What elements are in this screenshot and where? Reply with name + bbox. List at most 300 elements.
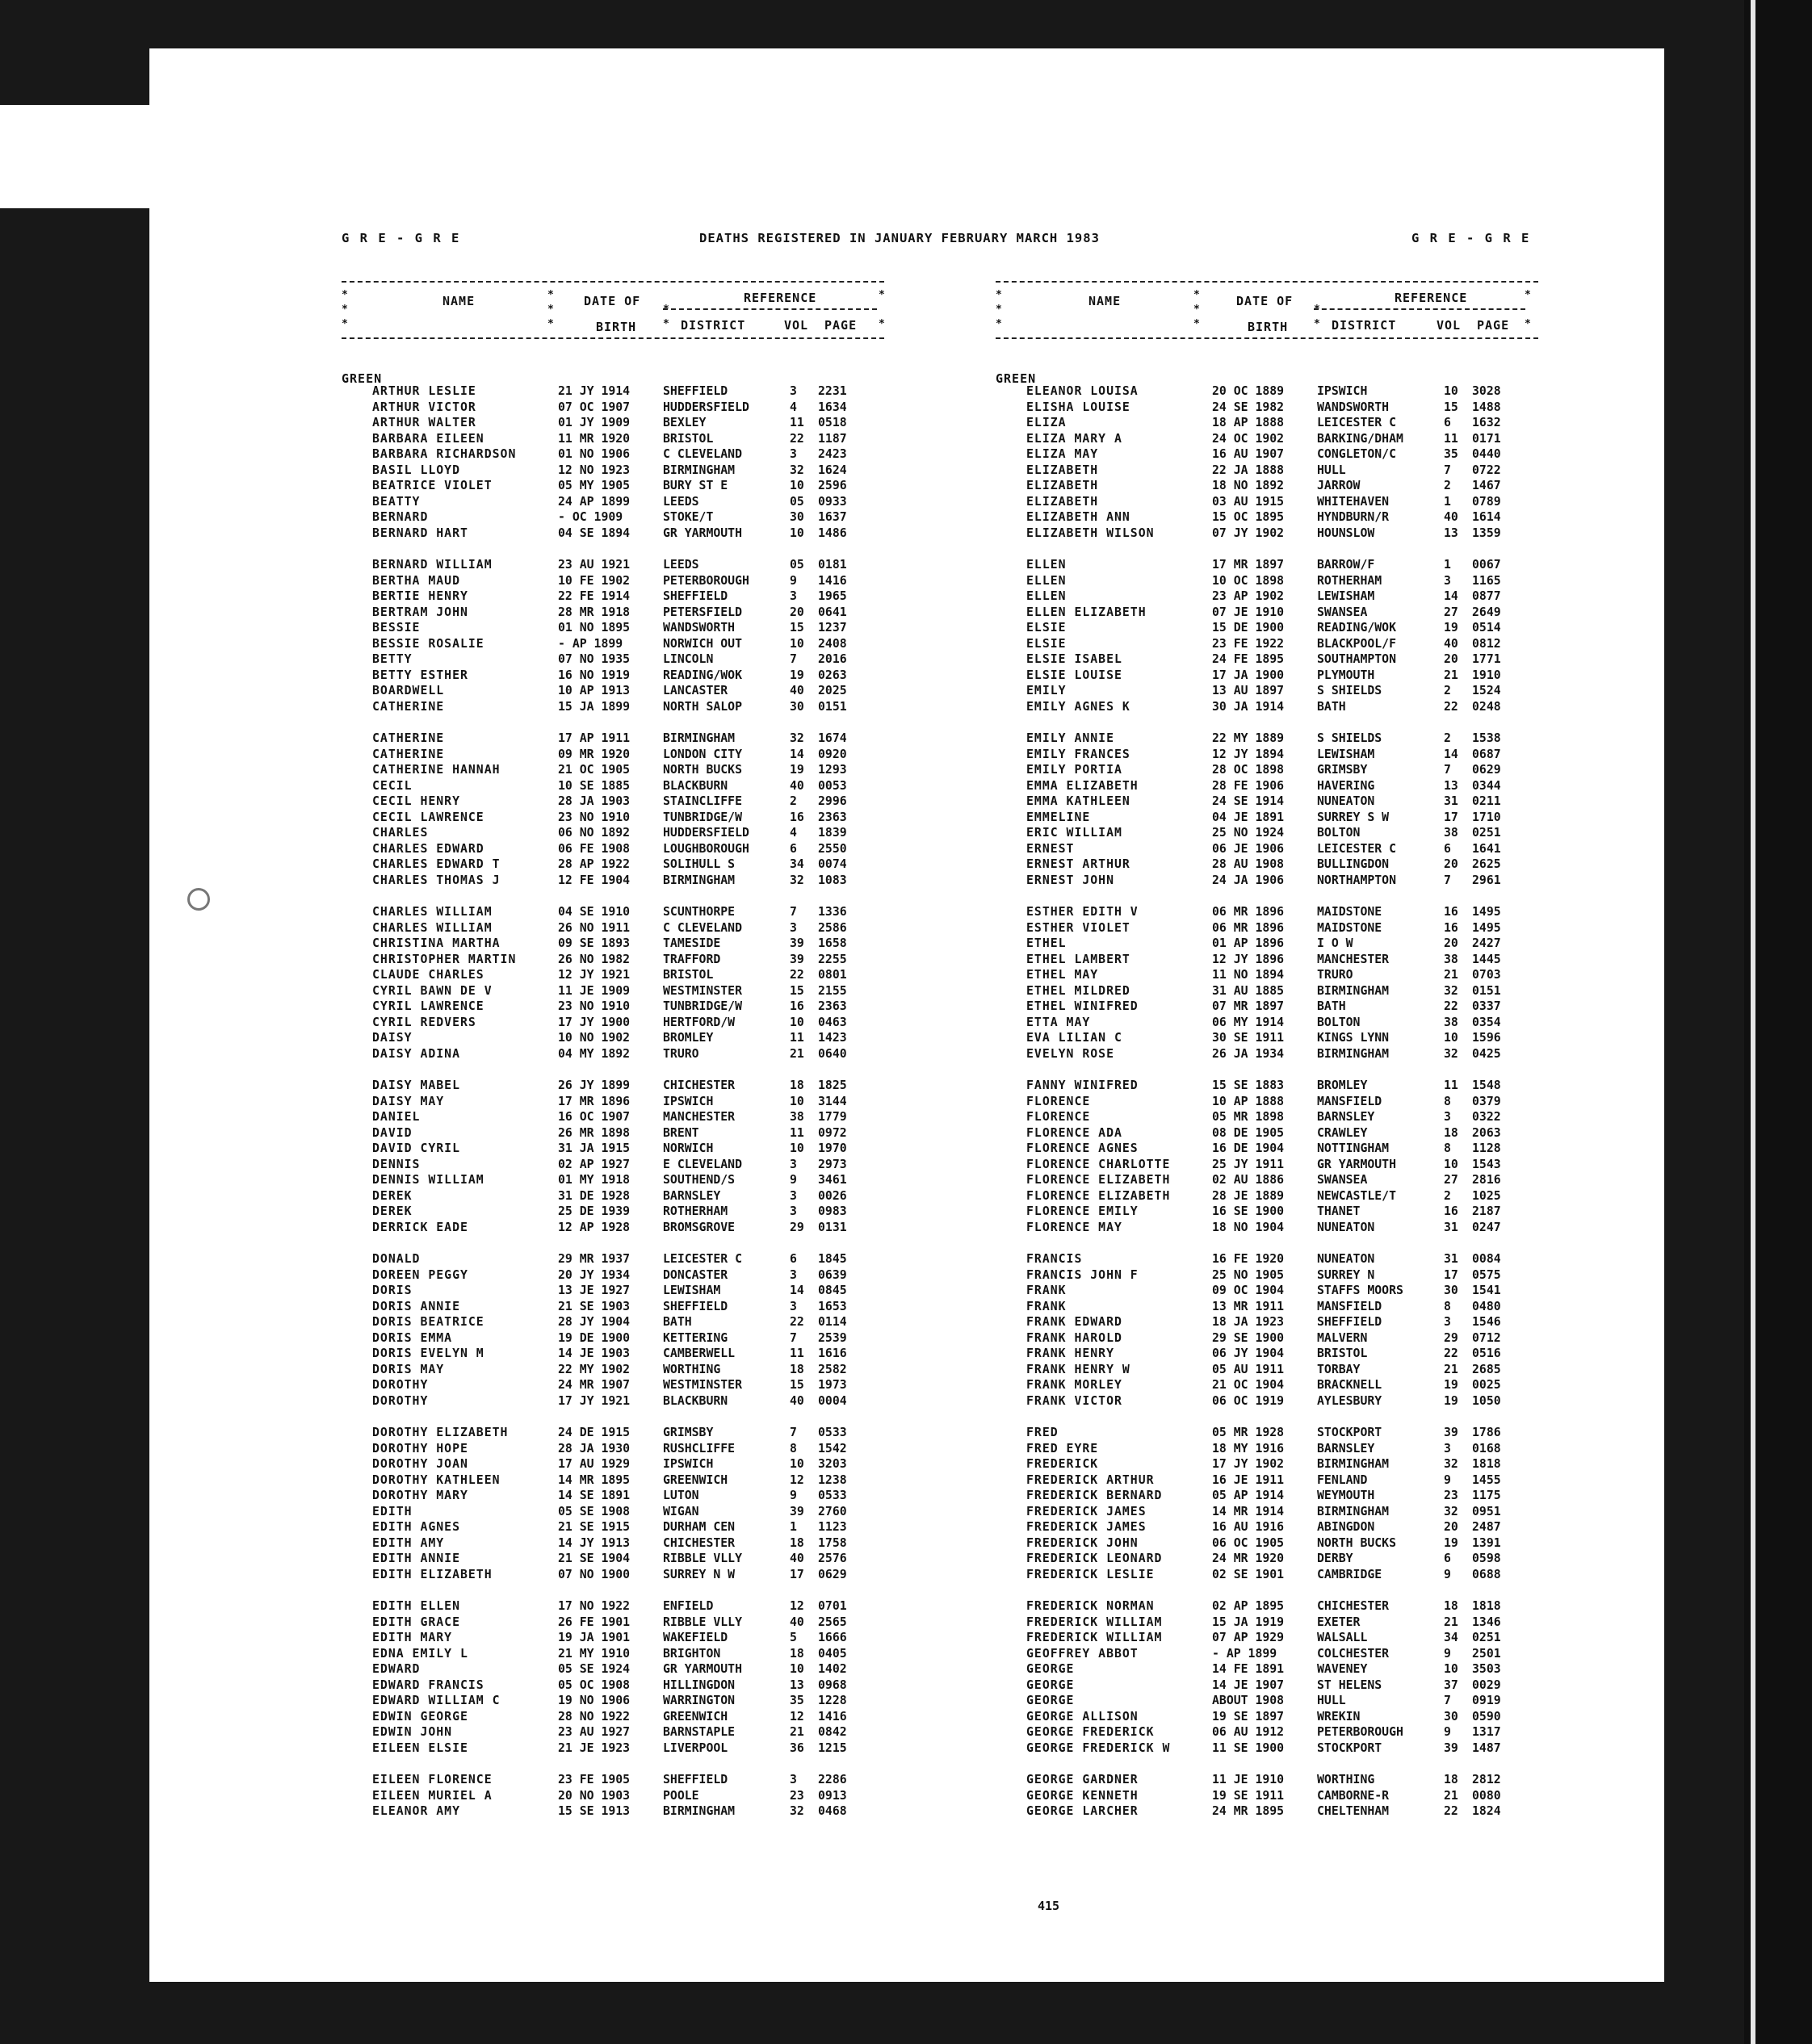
entry-volume: 15 xyxy=(790,983,804,998)
entry-volume: 35 xyxy=(1444,447,1458,462)
entry-volume: 3 xyxy=(790,1204,797,1219)
entry-birth-date: 20 JY 1934 xyxy=(558,1267,631,1282)
entry-page: 2155 xyxy=(818,983,847,998)
entry-district: ST HELENS xyxy=(1317,1678,1382,1692)
entry-name: ELLEN xyxy=(1026,558,1067,572)
entry-volume: 10 xyxy=(1444,1157,1458,1171)
entry-row xyxy=(996,1079,1538,1095)
entry-district: DONCASTER xyxy=(663,1267,728,1282)
punch-hole xyxy=(187,888,210,911)
entry-birth-date: 02 AP 1927 xyxy=(558,1157,631,1171)
entry-page: 1674 xyxy=(818,731,847,746)
entry-name: EMMELINE xyxy=(1026,810,1091,824)
surname-heading: GREEN xyxy=(342,371,383,386)
entry-birth-date: 19 JA 1901 xyxy=(558,1631,631,1645)
entry-name: EDWARD WILLIAM C xyxy=(372,1694,501,1708)
entry-page: 0812 xyxy=(1472,636,1501,651)
entry-row xyxy=(342,1710,884,1726)
entry-birth-date: 10 AP 1913 xyxy=(558,684,631,698)
entry-volume: 32 xyxy=(1444,1457,1458,1472)
entry-district: BARNSLEY xyxy=(1317,1441,1375,1456)
entry-district: LOUGHBOROUGH xyxy=(663,841,749,856)
entry-birth-date: 04 SE 1910 xyxy=(558,905,631,919)
entry-district: ROTHERHAM xyxy=(1317,573,1382,588)
surname-heading: GREEN xyxy=(996,371,1037,386)
entry-volume: 35 xyxy=(790,1694,804,1708)
border-star: * xyxy=(1193,318,1201,330)
entry-page: 3144 xyxy=(818,1094,847,1108)
entry-district: TAMESIDE xyxy=(663,936,721,951)
entry-volume: 18 xyxy=(790,1646,804,1661)
entry-name: FRANK HENRY xyxy=(1026,1347,1114,1361)
entry-page: 0687 xyxy=(1472,747,1501,761)
entry-name: FRED EYRE xyxy=(1026,1441,1099,1456)
entry-birth-date: 12 NO 1923 xyxy=(558,463,631,477)
entry-page: 2286 xyxy=(818,1773,847,1787)
entry-birth-date: 05 AU 1911 xyxy=(1212,1362,1285,1376)
entry-volume: 27 xyxy=(1444,1173,1458,1187)
entry-row xyxy=(342,953,884,969)
entry-volume: 7 xyxy=(790,652,797,667)
entry-birth-date: 15 SE 1913 xyxy=(558,1804,631,1819)
entry-page: 2016 xyxy=(818,652,847,667)
entry-district: TRAFFORD xyxy=(663,952,721,966)
entry-volume: 3 xyxy=(790,447,797,462)
entry-name: ELSIE ISABEL xyxy=(1026,652,1122,667)
entry-district: WHITEHAVEN xyxy=(1317,494,1390,509)
entry-row xyxy=(342,1473,884,1489)
entry-page: 1548 xyxy=(1472,1079,1501,1093)
entry-birth-date: 15 SE 1883 xyxy=(1212,1079,1285,1093)
entry-page: 1818 xyxy=(1472,1457,1501,1472)
entry-volume: 11 xyxy=(790,1125,804,1140)
entry-birth-date: 03 AU 1915 xyxy=(1212,494,1285,509)
entry-row xyxy=(342,1631,884,1647)
entry-name: BASIL LLOYD xyxy=(372,463,460,477)
entry-page: 0789 xyxy=(1472,494,1501,509)
entry-volume: 39 xyxy=(790,952,804,966)
entry-name: GEOFFREY ABBOT xyxy=(1026,1646,1139,1661)
entry-birth-date: 07 JY 1902 xyxy=(1212,526,1285,540)
entry-row xyxy=(342,1773,884,1789)
entry-name: BESSIE ROSALIE xyxy=(372,636,484,651)
entry-volume: 38 xyxy=(1444,1015,1458,1029)
entry-volume: 3 xyxy=(1444,1315,1451,1330)
entry-district: S SHIELDS xyxy=(1317,731,1382,746)
entry-birth-date: 06 MR 1896 xyxy=(1212,905,1285,919)
entry-row xyxy=(996,905,1538,921)
entry-name: DORIS BEATRICE xyxy=(372,1315,484,1330)
entry-page: 2961 xyxy=(1472,873,1501,887)
entry-district: SOUTHEND/S xyxy=(663,1173,736,1187)
entry-name: FREDERICK NORMAN xyxy=(1026,1599,1155,1614)
entry-volume: 32 xyxy=(1444,983,1458,998)
entry-page: 2025 xyxy=(818,684,847,698)
entry-birth-date: 05 MR 1898 xyxy=(1212,1110,1285,1125)
entry-row xyxy=(342,731,884,748)
entry-volume: 21 xyxy=(1444,1788,1458,1803)
entry-volume: 3 xyxy=(790,1299,797,1313)
entry-name: CHARLES EDWARD xyxy=(372,841,484,856)
entry-name: EDITH ELLEN xyxy=(372,1599,460,1614)
entry-volume: 3 xyxy=(790,384,797,398)
entry-row xyxy=(342,1347,884,1363)
entry-volume: 40 xyxy=(1444,510,1458,525)
entry-name: DANIEL xyxy=(372,1110,421,1125)
entry-district: IPSWICH xyxy=(1317,384,1368,398)
entry-district: BIRMINGHAM xyxy=(1317,983,1390,998)
entry-volume: 11 xyxy=(1444,431,1458,446)
entry-page: 0514 xyxy=(1472,621,1501,635)
entry-page: 1666 xyxy=(818,1631,847,1645)
entry-row xyxy=(996,1110,1538,1126)
entry-row xyxy=(342,495,884,511)
entry-birth-date: 20 OC 1889 xyxy=(1212,384,1285,398)
entry-row xyxy=(996,1710,1538,1726)
entry-name: FREDERICK xyxy=(1026,1457,1099,1472)
entry-volume: 10 xyxy=(790,1457,804,1472)
entry-name: CYRIL LAWRENCE xyxy=(372,999,484,1014)
entry-name: DOROTHY xyxy=(372,1378,429,1393)
entry-district: BRISTOL xyxy=(663,431,714,446)
entry-name: EDWARD xyxy=(372,1662,421,1677)
entry-name: EDWARD FRANCIS xyxy=(372,1678,484,1692)
entry-row xyxy=(996,1378,1538,1394)
entry-row xyxy=(996,1647,1538,1663)
entry-district: WAKEFIELD xyxy=(663,1631,728,1645)
entry-page: 2363 xyxy=(818,999,847,1014)
entry-birth-date: 11 JE 1909 xyxy=(558,983,631,998)
entry-district: BATH xyxy=(1317,699,1346,714)
entry-page: 1359 xyxy=(1472,526,1501,540)
entry-volume: 21 xyxy=(1444,668,1458,682)
entry-volume: 6 xyxy=(790,841,797,856)
entry-birth-date: 12 AP 1928 xyxy=(558,1220,631,1234)
entry-name: FLORENCE CHARLOTTE xyxy=(1026,1157,1171,1171)
entry-birth-date: 01 AP 1896 xyxy=(1212,936,1285,951)
entry-row xyxy=(342,384,884,400)
entry-page: 1025 xyxy=(1472,1188,1501,1203)
entry-district: MAIDSTONE xyxy=(1317,920,1382,935)
entry-page: 0951 xyxy=(1472,1504,1501,1518)
entry-row xyxy=(342,1694,884,1710)
entry-row xyxy=(342,479,884,495)
entry-birth-date: 17 JY 1921 xyxy=(558,1394,631,1408)
entry-page: 1165 xyxy=(1472,573,1501,588)
entry-name: ERNEST ARTHUR xyxy=(1026,857,1130,872)
entry-volume: 30 xyxy=(1444,1709,1458,1724)
entry-birth-date: 16 AU 1907 xyxy=(1212,447,1285,462)
entry-birth-date: 15 JA 1899 xyxy=(558,699,631,714)
entry-district: BEXLEY xyxy=(663,416,707,430)
entry-birth-date: 13 JE 1927 xyxy=(558,1284,631,1298)
entry-district: STOCKPORT xyxy=(1317,1426,1382,1440)
entry-row xyxy=(342,1489,884,1505)
entry-volume: 4 xyxy=(790,400,797,414)
entry-district: STAINCLIFFE xyxy=(663,794,742,809)
entry-page: 1416 xyxy=(818,573,847,588)
entry-page: 2423 xyxy=(818,447,847,462)
entry-page: 1455 xyxy=(1472,1472,1501,1487)
entry-volume: 20 xyxy=(1444,1520,1458,1535)
entry-volume: 13 xyxy=(1444,778,1458,793)
border-star: * xyxy=(879,289,886,301)
entry-birth-date: 17 MR 1896 xyxy=(558,1094,631,1108)
entry-row xyxy=(342,1095,884,1111)
entry-name: ELEANOR LOUISA xyxy=(1026,384,1139,398)
entry-name: DERRICK EADE xyxy=(372,1220,468,1234)
entry-volume: 39 xyxy=(790,936,804,951)
entry-volume: 9 xyxy=(790,1173,797,1187)
entry-page: 0067 xyxy=(1472,558,1501,572)
entry-page: 2576 xyxy=(818,1552,847,1566)
entry-page: 2408 xyxy=(818,636,847,651)
entry-row xyxy=(996,763,1538,779)
entry-birth-date: 17 NO 1922 xyxy=(558,1599,631,1614)
entry-page: 0801 xyxy=(818,968,847,982)
entry-birth-date: 08 DE 1905 xyxy=(1212,1125,1285,1140)
entry-page: 1293 xyxy=(818,763,847,777)
entry-row xyxy=(996,1678,1538,1694)
entry-page: 0026 xyxy=(818,1188,847,1203)
entry-birth-date: 26 JA 1934 xyxy=(1212,1046,1285,1061)
entry-page: 0379 xyxy=(1472,1094,1501,1108)
entry-row xyxy=(342,842,884,858)
entry-row xyxy=(996,1662,1538,1678)
entry-birth-date: 16 DE 1904 xyxy=(1212,1141,1285,1156)
border-star: * xyxy=(663,318,670,330)
entry-volume: 10 xyxy=(790,1015,804,1029)
entry-birth-date: - AP 1899 xyxy=(1212,1646,1277,1661)
entry-name: CATHERINE xyxy=(372,747,445,761)
entry-district: BRACKNELL xyxy=(1317,1378,1382,1393)
entry-volume: 18 xyxy=(1444,1773,1458,1787)
entry-name: ERNEST xyxy=(1026,841,1075,856)
entry-page: 2539 xyxy=(818,1330,847,1345)
entry-volume: 39 xyxy=(790,1504,804,1518)
entry-volume: 6 xyxy=(1444,416,1451,430)
entry-page: 0920 xyxy=(818,747,847,761)
entry-row xyxy=(342,1394,884,1410)
entry-volume: 10 xyxy=(1444,1031,1458,1045)
entry-name: EDITH MARY xyxy=(372,1631,453,1645)
entry-page: 1524 xyxy=(1472,684,1501,698)
entry-page: 1818 xyxy=(1472,1599,1501,1614)
page-heading: PAGE xyxy=(824,318,858,333)
entry-row xyxy=(996,1489,1538,1505)
entry-row xyxy=(342,1457,884,1473)
entry-page: 2996 xyxy=(818,794,847,809)
entry-district: LEICESTER C xyxy=(1317,416,1396,430)
entry-page: 0629 xyxy=(818,1568,847,1582)
entry-page: 1423 xyxy=(818,1031,847,1045)
entry-name: ELLEN xyxy=(1026,573,1067,588)
birth-heading: BIRTH xyxy=(596,320,637,334)
entry-name: DAISY MAY xyxy=(372,1094,445,1108)
entry-page: 2596 xyxy=(818,479,847,493)
entry-page: 0640 xyxy=(818,1046,847,1061)
entry-name: EMILY AGNES K xyxy=(1026,699,1130,714)
border-star: * xyxy=(547,318,555,330)
entry-birth-date: 30 SE 1911 xyxy=(1212,1031,1285,1045)
entry-name: BARBARA RICHARDSON xyxy=(372,447,517,462)
entry-volume: 3 xyxy=(1444,573,1451,588)
entry-birth-date: 28 JY 1904 xyxy=(558,1315,631,1330)
entry-row xyxy=(996,463,1538,480)
entry-volume: 2 xyxy=(1444,1188,1451,1203)
entry-birth-date: 06 AU 1912 xyxy=(1212,1725,1285,1740)
entry-row xyxy=(996,873,1538,890)
entry-page: 1653 xyxy=(818,1299,847,1313)
entry-page: 0933 xyxy=(818,494,847,509)
entry-volume: 22 xyxy=(1444,1804,1458,1819)
entry-birth-date: 26 NO 1982 xyxy=(558,952,631,966)
entry-district: NORTHAMPTON xyxy=(1317,873,1396,887)
entry-birth-date: 23 NO 1910 xyxy=(558,810,631,824)
entry-district: SOUTHAMPTON xyxy=(1317,652,1396,667)
entry-birth-date: 16 AU 1916 xyxy=(1212,1520,1285,1535)
entry-name: CATHERINE xyxy=(372,731,445,746)
entry-row xyxy=(996,1347,1538,1363)
entry-volume: 19 xyxy=(1444,1535,1458,1550)
entry-row xyxy=(342,432,884,448)
entry-birth-date: 15 OC 1895 xyxy=(1212,510,1285,525)
entry-row xyxy=(342,1426,884,1442)
entry-district: NEWCASTLE/T xyxy=(1317,1188,1396,1203)
entry-name: FREDERICK JAMES xyxy=(1026,1504,1147,1518)
entry-district: WEYMOUTH xyxy=(1317,1489,1375,1503)
entry-volume: 7 xyxy=(790,1426,797,1440)
entry-row xyxy=(342,810,884,827)
entry-district: TORBAY xyxy=(1317,1362,1361,1376)
entry-volume: 31 xyxy=(1444,794,1458,809)
entry-birth-date: 24 OC 1902 xyxy=(1212,431,1285,446)
entry-district: BATH xyxy=(1317,999,1346,1014)
entry-name: DAVID CYRIL xyxy=(372,1141,460,1156)
entry-volume: 18 xyxy=(1444,1599,1458,1614)
entry-name: ELIZA MARY A xyxy=(1026,431,1122,446)
entry-page: 1487 xyxy=(1472,1741,1501,1756)
entry-volume: 21 xyxy=(1444,968,1458,982)
entry-page: 0480 xyxy=(1472,1299,1501,1313)
entry-volume: 10 xyxy=(790,479,804,493)
district-heading: DISTRICT xyxy=(681,318,746,333)
entry-birth-date: 26 NO 1911 xyxy=(558,920,631,935)
entry-page: 2255 xyxy=(818,952,847,966)
entry-name: DOROTHY HOPE xyxy=(372,1441,468,1456)
entry-name: EMILY xyxy=(1026,684,1067,698)
entry-name: CHARLES THOMAS J xyxy=(372,873,501,887)
entry-district: BRISTOL xyxy=(1317,1347,1368,1361)
entry-page: 1543 xyxy=(1472,1157,1501,1171)
entry-page: 0211 xyxy=(1472,794,1501,809)
entry-volume: 14 xyxy=(790,1284,804,1298)
entry-birth-date: 21 JY 1914 xyxy=(558,384,631,398)
entry-district: IPSWICH xyxy=(663,1457,714,1472)
entry-volume: 12 xyxy=(790,1599,804,1614)
entry-page: 1488 xyxy=(1472,400,1501,414)
entry-district: GR YARMOUTH xyxy=(663,526,742,540)
entry-volume: 31 xyxy=(1444,1252,1458,1267)
entry-page: 1634 xyxy=(818,400,847,414)
entry-birth-date: 31 AU 1885 xyxy=(1212,983,1285,998)
header-rule xyxy=(342,337,884,339)
entry-row xyxy=(996,447,1538,463)
entry-row xyxy=(996,1284,1538,1300)
entry-row xyxy=(342,1647,884,1663)
entry-row xyxy=(342,1378,884,1394)
entry-name: CHRISTINA MARTHA xyxy=(372,936,501,951)
entry-volume: 19 xyxy=(790,668,804,682)
entry-volume: 34 xyxy=(1444,1631,1458,1645)
entry-volume: 22 xyxy=(1444,1347,1458,1361)
entry-row xyxy=(996,1552,1538,1568)
entry-name: EDWIN JOHN xyxy=(372,1725,453,1740)
entry-district: NUNEATON xyxy=(1317,794,1375,809)
entry-volume: 11 xyxy=(790,416,804,430)
entry-district: BARNSTAPLE xyxy=(663,1725,736,1740)
entry-birth-date: 17 JY 1900 xyxy=(558,1015,631,1029)
entry-volume: 9 xyxy=(1444,1472,1451,1487)
vol-heading: VOL xyxy=(1437,318,1462,333)
entry-birth-date: 15 JA 1919 xyxy=(1212,1615,1285,1629)
entry-name: BERNARD xyxy=(372,510,429,525)
entry-district: WORTHING xyxy=(663,1362,721,1376)
entry-name: EDITH GRACE xyxy=(372,1615,460,1629)
entry-birth-date: 17 MR 1897 xyxy=(1212,558,1285,572)
entry-district: LEICESTER C xyxy=(663,1252,742,1267)
entry-volume: 18 xyxy=(790,1079,804,1093)
entry-district: COLCHESTER xyxy=(1317,1646,1390,1661)
entry-district: BRISTOL xyxy=(663,968,714,982)
entry-name: FREDERICK LEONARD xyxy=(1026,1552,1163,1566)
entry-district: LIVERPOOL xyxy=(663,1741,728,1756)
entry-row xyxy=(996,416,1538,432)
entry-page: 1495 xyxy=(1472,905,1501,919)
entry-name: FLORENCE xyxy=(1026,1094,1091,1108)
entry-row xyxy=(996,748,1538,764)
entry-birth-date: 26 FE 1901 xyxy=(558,1615,631,1629)
entry-row xyxy=(996,400,1538,417)
entry-volume: 15 xyxy=(790,1378,804,1393)
entry-district: BRENT xyxy=(663,1125,699,1140)
entry-row xyxy=(996,1599,1538,1615)
entry-page: 0598 xyxy=(1472,1552,1501,1566)
entry-volume: 8 xyxy=(1444,1299,1451,1313)
entry-volume: 34 xyxy=(790,857,804,872)
entry-page: 0842 xyxy=(818,1725,847,1740)
entry-row xyxy=(342,1173,884,1189)
entry-row xyxy=(342,763,884,779)
entry-name: BERNARD WILLIAM xyxy=(372,558,493,572)
entry-district: BRIGHTON xyxy=(663,1646,721,1661)
entry-district: BATH xyxy=(663,1315,692,1330)
entry-district: C CLEVELAND xyxy=(663,447,742,462)
entry-name: FRANK HENRY W xyxy=(1026,1362,1130,1376)
entry-row xyxy=(996,432,1538,448)
entry-name: EMILY FRANCES xyxy=(1026,747,1130,761)
entry-name: BERTIE HENRY xyxy=(372,589,468,604)
entry-district: MANSFIELD xyxy=(1317,1299,1382,1313)
entry-district: GREENWICH xyxy=(663,1472,728,1487)
entry-birth-date: 23 AU 1927 xyxy=(558,1725,631,1740)
name-heading: NAME xyxy=(443,294,476,308)
entry-volume: 9 xyxy=(1444,1568,1451,1582)
entry-page: 0688 xyxy=(1472,1568,1501,1582)
entry-name: BETTY ESTHER xyxy=(372,668,468,682)
entry-row xyxy=(342,668,884,685)
entry-volume: 37 xyxy=(1444,1678,1458,1692)
